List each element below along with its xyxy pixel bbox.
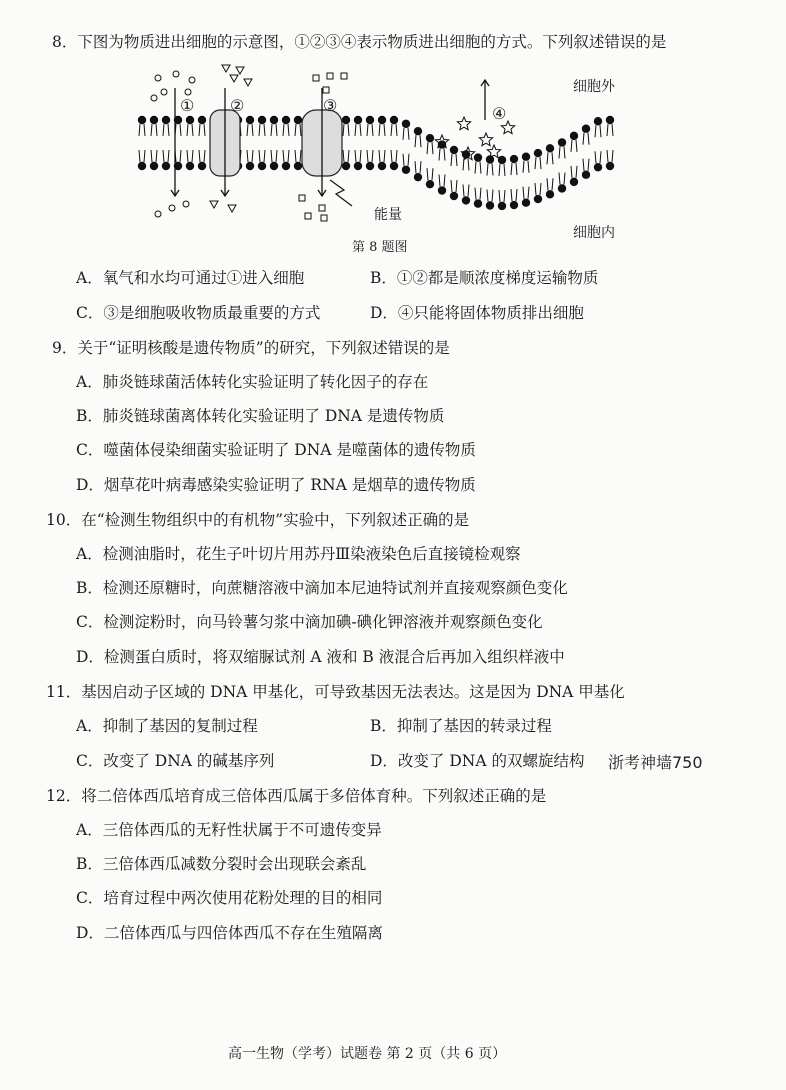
- phospholipid-tail: [379, 124, 385, 136]
- q8-option-d: D．④只能将固体物质排出细胞: [370, 304, 584, 322]
- phospholipid-head: [462, 196, 470, 204]
- phospholipid-tail: [607, 124, 613, 136]
- molecule-square: [323, 87, 329, 93]
- phospholipid-head: [570, 178, 578, 186]
- phospholipid-tail: [415, 161, 421, 173]
- phospholipid-head: [558, 184, 566, 192]
- phospholipid-tail: [595, 151, 601, 163]
- molecule-circle: [169, 205, 175, 211]
- phospholipid-head: [498, 202, 506, 210]
- molecule-star: [479, 133, 492, 146]
- phospholipid-head: [354, 116, 362, 124]
- phospholipid-tail: [535, 157, 541, 169]
- phospholipid-head: [606, 162, 614, 170]
- q8-option-b: B．①②都是顺浓度梯度运输物质: [370, 269, 599, 287]
- phospholipid-head: [366, 116, 374, 124]
- watermark-text: 浙考神墙750: [608, 753, 703, 772]
- molecule-square: [321, 215, 327, 221]
- phospholipid-head: [474, 199, 482, 207]
- label-mode-3: ③: [323, 96, 338, 115]
- phospholipid-head: [546, 144, 554, 152]
- phospholipid-tail: [367, 150, 373, 162]
- q11-option-d: D．改变了 DNA 的双螺旋结构: [370, 752, 585, 770]
- phospholipid-tail: [175, 150, 181, 162]
- phospholipid-tail: [487, 164, 493, 176]
- q8-option-c: C．③是细胞吸收物质最重要的方式: [76, 304, 321, 322]
- phospholipid-tail: [367, 124, 373, 136]
- phospholipid-tail: [139, 124, 145, 136]
- phospholipid-head: [270, 116, 278, 124]
- phospholipid-head: [474, 153, 482, 161]
- phospholipid-tail: [391, 124, 397, 136]
- phospholipid-tail: [163, 124, 169, 136]
- q9-option-b: B．肺炎链球菌离体转化实验证明了 DNA 是遗传物质: [76, 407, 445, 425]
- question-8-stem: 8．下图为物质进出细胞的示意图，①②③④表示物质进出细胞的方式。下列叙述错误的是: [52, 33, 667, 51]
- molecule-circle: [155, 75, 161, 81]
- q10-option-d: D．检测蛋白质时，将双缩脲试剂 A 液和 B 液混合后再加入组织样液中: [76, 648, 565, 666]
- page-footer: 高一生物（学考）试题卷 第 2 页（共 6 页）: [228, 1046, 507, 1062]
- q12-option-b: B．三倍体西瓜减数分裂时会出现联会紊乱: [76, 855, 367, 873]
- figure-caption: 第 8 题图: [352, 240, 408, 255]
- molecule-square: [341, 73, 347, 79]
- phospholipid-head: [198, 162, 206, 170]
- molecule-circle: [189, 77, 195, 83]
- phospholipid-tail: [139, 150, 145, 162]
- phospholipid-tail: [499, 190, 505, 202]
- q10-option-a: A．检测油脂时，花生子叶切片用苏丹Ⅲ染液染色后直接镜检观察: [76, 545, 521, 563]
- phospholipid-head: [402, 166, 410, 174]
- phospholipid-head: [378, 116, 386, 124]
- phospholipid-head: [270, 162, 278, 170]
- phospholipid-tail: [163, 150, 169, 162]
- phospholipid-tail: [439, 175, 445, 187]
- phospholipid-tail: [379, 150, 385, 162]
- phospholipid-tail: [151, 150, 157, 162]
- phospholipid-tail: [511, 163, 517, 175]
- phospholipid-tail: [271, 150, 277, 162]
- phospholipid-head: [546, 190, 554, 198]
- phospholipid-head: [258, 116, 266, 124]
- phospholipid-head: [510, 201, 518, 209]
- molecule-square: [313, 75, 319, 81]
- phospholipid-tail: [343, 150, 349, 162]
- q9-option-d: D．烟草花叶病毒感染实验证明了 RNA 是烟草的遗传物质: [76, 476, 476, 494]
- phospholipid-head: [450, 146, 458, 154]
- phospholipid-tail: [535, 183, 541, 195]
- phospholipid-head: [366, 162, 374, 170]
- phospholipid-tail: [571, 140, 577, 152]
- phospholipid-tail: [175, 124, 181, 136]
- question-12-stem: 12．将二倍体西瓜培育成三倍体西瓜属于多倍体育种。下列叙述正确的是: [46, 787, 547, 805]
- phospholipid-tail: [415, 135, 421, 147]
- q11-option-b: B．抑制了基因的转录过程: [370, 717, 552, 735]
- cell-membrane-diagram: [130, 58, 650, 248]
- q12-option-c: C．培育过程中两次使用花粉处理的目的相同: [76, 889, 383, 907]
- molecule-triangle: [236, 67, 244, 74]
- phospholipid-tail: [499, 164, 505, 176]
- q9-option-c: C．噬菌体侵染细菌实验证明了 DNA 是噬菌体的遗传物质: [76, 441, 476, 459]
- phospholipid-tail: [355, 124, 361, 136]
- phospholipid-tail: [295, 124, 301, 136]
- phospholipid-tail: [559, 146, 565, 158]
- molecule-circle: [151, 95, 157, 101]
- phospholipid-tail: [511, 189, 517, 201]
- molecule-circle: [185, 89, 191, 95]
- phospholipid-head: [582, 171, 590, 179]
- label-mode-1: ①: [180, 96, 195, 115]
- phospholipid-head: [486, 201, 494, 209]
- molecule-circle: [155, 211, 161, 217]
- phospholipid-head: [414, 173, 422, 181]
- phospholipid-head: [390, 116, 398, 124]
- phospholipid-head: [426, 180, 434, 188]
- energy-zigzag: [330, 180, 352, 206]
- phospholipid-tail: [583, 159, 589, 171]
- phospholipid-head: [138, 162, 146, 170]
- phospholipid-tail: [595, 125, 601, 137]
- phospholipid-head: [522, 199, 530, 207]
- phospholipid-tail: [247, 150, 253, 162]
- phospholipid-head: [282, 116, 290, 124]
- phospholipid-head: [582, 125, 590, 133]
- phospholipid-head: [378, 162, 386, 170]
- phospholipid-head: [354, 162, 362, 170]
- phospholipid-head: [150, 116, 158, 124]
- phospholipid-head: [522, 153, 530, 161]
- phospholipid-tail: [283, 150, 289, 162]
- molecule-square: [327, 73, 333, 79]
- question-10-stem: 10．在“检测生物组织中的有机物”实验中，下列叙述正确的是: [46, 511, 470, 529]
- phospholipid-head: [390, 162, 398, 170]
- phospholipid-head: [438, 186, 446, 194]
- phospholipid-tail: [547, 178, 553, 190]
- q9-option-a: A．肺炎链球菌活体转化实验证明了转化因子的存在: [76, 373, 429, 391]
- molecule-square: [305, 213, 311, 219]
- phospholipid-head: [558, 138, 566, 146]
- phospholipid-tail: [451, 154, 457, 166]
- molecule-star: [457, 117, 470, 130]
- phospholipid-tail: [187, 150, 193, 162]
- phospholipid-tail: [523, 161, 529, 173]
- label-mode-4: ④: [492, 104, 507, 123]
- phospholipid-tail: [487, 190, 493, 202]
- phospholipid-head: [570, 132, 578, 140]
- phospholipid-head: [198, 116, 206, 124]
- phospholipid-tail: [427, 168, 433, 180]
- question-11-stem: 11．基因启动子区域的 DNA 甲基化，可导致基因无法表达。这是因为 DNA 甲基化: [46, 683, 625, 701]
- phospholipid-tail: [151, 124, 157, 136]
- q12-option-d: D．二倍体西瓜与四倍体西瓜不存在生殖隔离: [76, 924, 383, 942]
- phospholipid-head: [606, 116, 614, 124]
- phospholipid-head: [534, 195, 542, 203]
- molecule-circle: [183, 201, 189, 207]
- phospholipid-head: [162, 116, 170, 124]
- phospholipid-head: [402, 120, 410, 128]
- phospholipid-tail: [475, 162, 481, 174]
- phospholipid-tail: [259, 150, 265, 162]
- phospholipid-head: [594, 163, 602, 171]
- label-mode-2: ②: [230, 96, 245, 115]
- phospholipid-head: [246, 116, 254, 124]
- phospholipid-head: [294, 162, 302, 170]
- molecule-triangle: [244, 79, 252, 86]
- phospholipid-head: [186, 116, 194, 124]
- phospholipid-tail: [199, 150, 205, 162]
- phospholipid-head: [282, 162, 290, 170]
- phospholipid-tail: [271, 124, 277, 136]
- phospholipid-tail: [259, 124, 265, 136]
- molecule-circle: [173, 71, 179, 77]
- molecule-triangle: [228, 205, 236, 212]
- phospholipid-tail: [343, 124, 349, 136]
- phospholipid-tail: [559, 172, 565, 184]
- phospholipid-tail: [523, 187, 529, 199]
- molecule-square: [299, 195, 305, 201]
- phospholipid-head: [498, 156, 506, 164]
- phospholipid-tail: [547, 152, 553, 164]
- phospholipid-tail: [439, 149, 445, 161]
- phospholipid-head: [294, 116, 302, 124]
- phospholipid-tail: [607, 150, 613, 162]
- phospholipid-tail: [451, 180, 457, 192]
- phospholipid-head: [450, 192, 458, 200]
- phospholipid-tail: [403, 128, 409, 140]
- phospholipid-head: [138, 116, 146, 124]
- phospholipid-tail: [463, 184, 469, 196]
- molecule-triangle: [210, 201, 218, 208]
- q8-option-a: A．氧气和水均可通过①进入细胞: [76, 269, 305, 287]
- phospholipid-head: [258, 162, 266, 170]
- molecule-triangle: [222, 65, 230, 72]
- phospholipid-head: [594, 117, 602, 125]
- phospholipid-tail: [199, 124, 205, 136]
- q12-option-a: A．三倍体西瓜的无籽性状属于不可遗传变异: [76, 821, 382, 839]
- label-inside: 细胞内: [573, 225, 615, 241]
- phospholipid-head: [342, 116, 350, 124]
- phospholipid-tail: [583, 133, 589, 145]
- q10-option-c: C．检测淀粉时，向马铃薯匀浆中滴加碘-碘化钾溶液并观察颜色变化: [76, 613, 543, 631]
- phospholipid-tail: [283, 124, 289, 136]
- phospholipid-head: [246, 162, 254, 170]
- phospholipid-tail: [187, 124, 193, 136]
- q11-option-a: A．抑制了基因的复制过程: [76, 717, 258, 735]
- phospholipid-tail: [571, 166, 577, 178]
- molecule-circle: [161, 89, 167, 95]
- phospholipid-tail: [427, 142, 433, 154]
- phospholipid-head: [534, 149, 542, 157]
- molecule-triangle: [230, 75, 238, 82]
- label-outside: 细胞外: [573, 79, 615, 95]
- phospholipid-head: [150, 162, 158, 170]
- q10-option-b: B．检测还原糖时，向蔗糖溶液中滴加本尼迪特试剂并直接观察颜色变化: [76, 579, 568, 597]
- phospholipid-head: [342, 162, 350, 170]
- phospholipid-head: [186, 162, 194, 170]
- question-9-stem: 9．关于“证明核酸是遗传物质”的研究，下列叙述错误的是: [52, 339, 450, 357]
- q11-option-c: C．改变了 DNA 的碱基序列: [76, 752, 275, 770]
- phospholipid-head: [426, 134, 434, 142]
- phospholipid-tail: [295, 150, 301, 162]
- phospholipid-head: [162, 162, 170, 170]
- phospholipid-head: [510, 155, 518, 163]
- phospholipid-tail: [475, 188, 481, 200]
- phospholipid-tail: [403, 154, 409, 166]
- phospholipid-tail: [247, 124, 253, 136]
- phospholipid-head: [414, 127, 422, 135]
- phospholipid-tail: [391, 150, 397, 162]
- label-energy: 能量: [374, 207, 402, 223]
- phospholipid-tail: [355, 150, 361, 162]
- molecule-square: [319, 205, 325, 211]
